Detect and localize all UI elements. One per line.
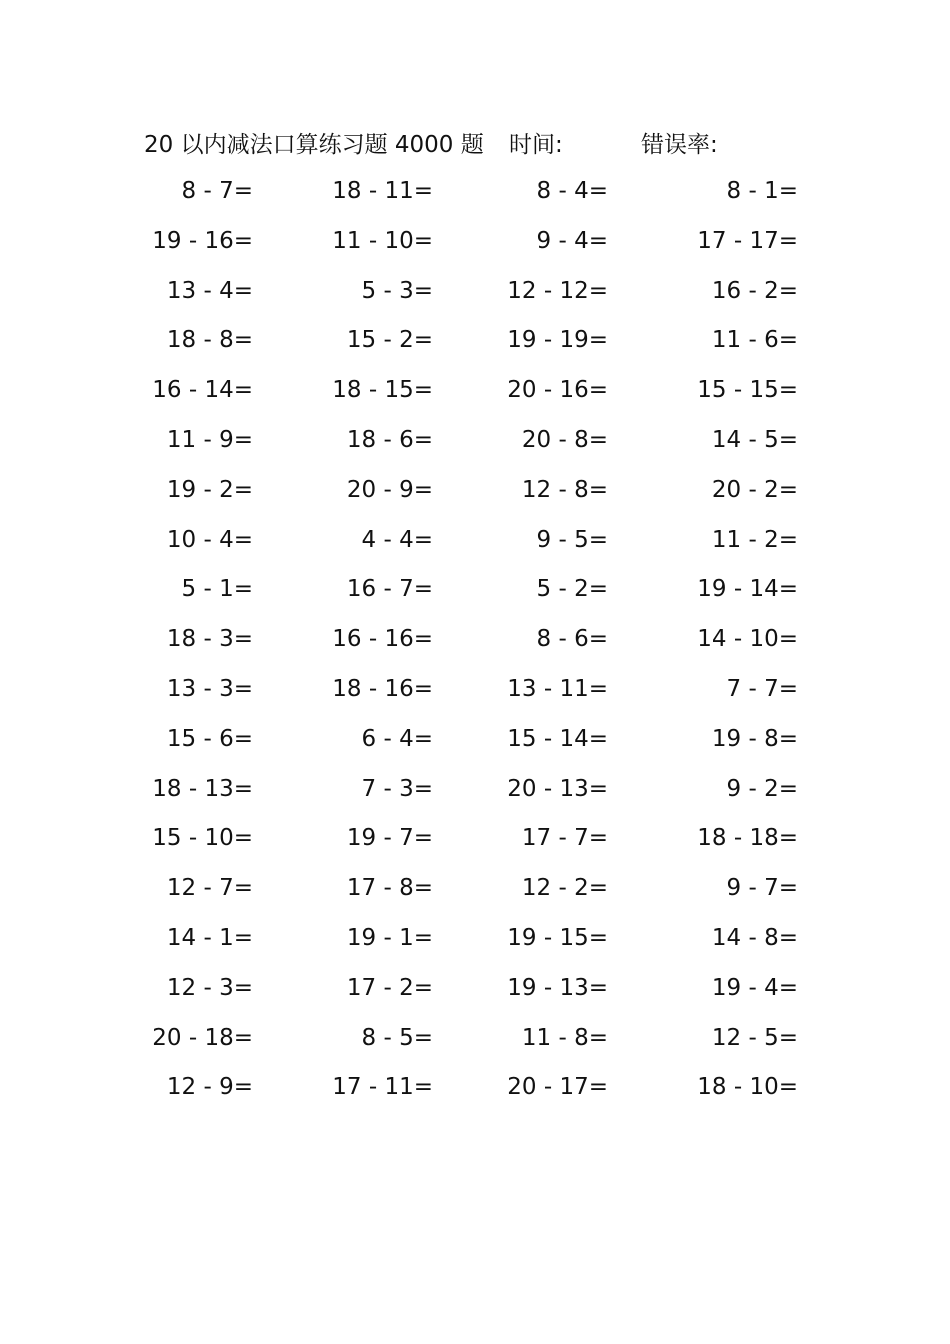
problem-item: 17 - 17=: [697, 227, 798, 254]
problem-item: 15 - 14=: [507, 725, 608, 752]
problem-item: 18 - 10=: [697, 1074, 798, 1101]
problem-item: 20 - 16=: [507, 377, 608, 404]
problem-item: 5 - 2=: [536, 576, 608, 603]
problem-item: 19 - 14=: [697, 576, 798, 603]
problem-item: 15 - 15=: [697, 377, 798, 404]
problem-item: 14 - 1=: [166, 924, 253, 951]
problem-item: 10 - 4=: [166, 526, 253, 553]
problem-item: 19 - 15=: [507, 924, 608, 951]
problem-item: 13 - 4=: [166, 277, 253, 304]
problem-item: 18 - 3=: [166, 626, 253, 653]
problem-item: 19 - 7=: [346, 825, 433, 852]
problem-item: 19 - 2=: [166, 476, 253, 503]
problem-item: 20 - 17=: [507, 1074, 608, 1101]
problem-item: 20 - 2=: [711, 476, 798, 503]
problem-item: 15 - 2=: [346, 327, 433, 354]
problem-item: 14 - 8=: [711, 924, 798, 951]
problem-item: 18 - 11=: [332, 178, 433, 204]
problem-item: 5 - 1=: [181, 576, 253, 603]
problem-item: 11 - 8=: [521, 1024, 608, 1051]
problem-item: 8 - 7=: [181, 178, 253, 204]
problem-item: 20 - 18=: [152, 1024, 253, 1051]
problem-item: 9 - 4=: [536, 227, 608, 254]
problem-item: 8 - 1=: [726, 178, 798, 204]
problem-item: 16 - 14=: [152, 377, 253, 404]
problem-item: 18 - 15=: [332, 377, 433, 404]
problem-item: 19 - 1=: [346, 924, 433, 951]
problem-item: 12 - 12=: [507, 277, 608, 304]
problem-item: 12 - 7=: [166, 875, 253, 902]
problem-item: 12 - 3=: [166, 974, 253, 1001]
problem-item: 18 - 6=: [346, 426, 433, 453]
problem-item: 19 - 16=: [152, 227, 253, 254]
problem-item: 9 - 7=: [726, 875, 798, 902]
problem-item: 12 - 9=: [166, 1074, 253, 1101]
time-label: 时间:: [509, 132, 563, 158]
problem-item: 20 - 13=: [507, 775, 608, 802]
error-rate-label: 错误率:: [641, 132, 718, 158]
problem-item: 20 - 8=: [521, 426, 608, 453]
problem-item: 12 - 2=: [521, 875, 608, 902]
problem-item: 15 - 10=: [152, 825, 253, 852]
problem-item: 16 - 2=: [711, 277, 798, 304]
problem-item: 11 - 6=: [711, 327, 798, 354]
problem-item: 9 - 2=: [726, 775, 798, 802]
problem-item: 14 - 10=: [697, 626, 798, 653]
problem-item: 17 - 2=: [346, 974, 433, 1001]
problem-item: 17 - 11=: [332, 1074, 433, 1101]
problem-item: 13 - 3=: [166, 675, 253, 702]
worksheet-header: [144, 126, 784, 160]
problem-item: 8 - 4=: [536, 178, 608, 204]
problem-item: 17 - 7=: [521, 825, 608, 852]
problem-item: 15 - 6=: [166, 725, 253, 752]
problem-item: 11 - 9=: [166, 426, 253, 453]
problem-grid: [138, 174, 798, 1120]
problem-item: 12 - 8=: [521, 476, 608, 503]
problem-item: 7 - 7=: [726, 675, 798, 702]
worksheet-title: 20 以内减法口算练习题 4000 题: [144, 132, 484, 158]
problem-item: 13 - 11=: [507, 675, 608, 702]
problem-item: 18 - 16=: [332, 675, 433, 702]
problem-item: 18 - 13=: [152, 775, 253, 802]
problem-item: 16 - 16=: [332, 626, 433, 653]
problem-item: 9 - 5=: [536, 526, 608, 553]
problem-item: 17 - 8=: [346, 875, 433, 902]
problem-item: 19 - 4=: [711, 974, 798, 1001]
problem-item: 19 - 19=: [507, 327, 608, 354]
problem-item: 6 - 4=: [361, 725, 433, 752]
problem-item: 18 - 18=: [697, 825, 798, 852]
problem-item: 18 - 8=: [166, 327, 253, 354]
problem-item: 11 - 2=: [711, 526, 798, 553]
problem-item: 12 - 5=: [711, 1024, 798, 1051]
problem-item: 7 - 3=: [361, 775, 433, 802]
problem-item: 14 - 5=: [711, 426, 798, 453]
problem-item: 19 - 8=: [711, 725, 798, 752]
problem-item: 19 - 13=: [507, 974, 608, 1001]
problem-item: 4 - 4=: [361, 526, 433, 553]
problem-item: 8 - 5=: [361, 1024, 433, 1051]
problem-item: 8 - 6=: [536, 626, 608, 653]
problem-item: 5 - 3=: [361, 277, 433, 304]
problem-item: 11 - 10=: [332, 227, 433, 254]
problem-item: 16 - 7=: [346, 576, 433, 603]
problem-item: 20 - 9=: [346, 476, 433, 503]
